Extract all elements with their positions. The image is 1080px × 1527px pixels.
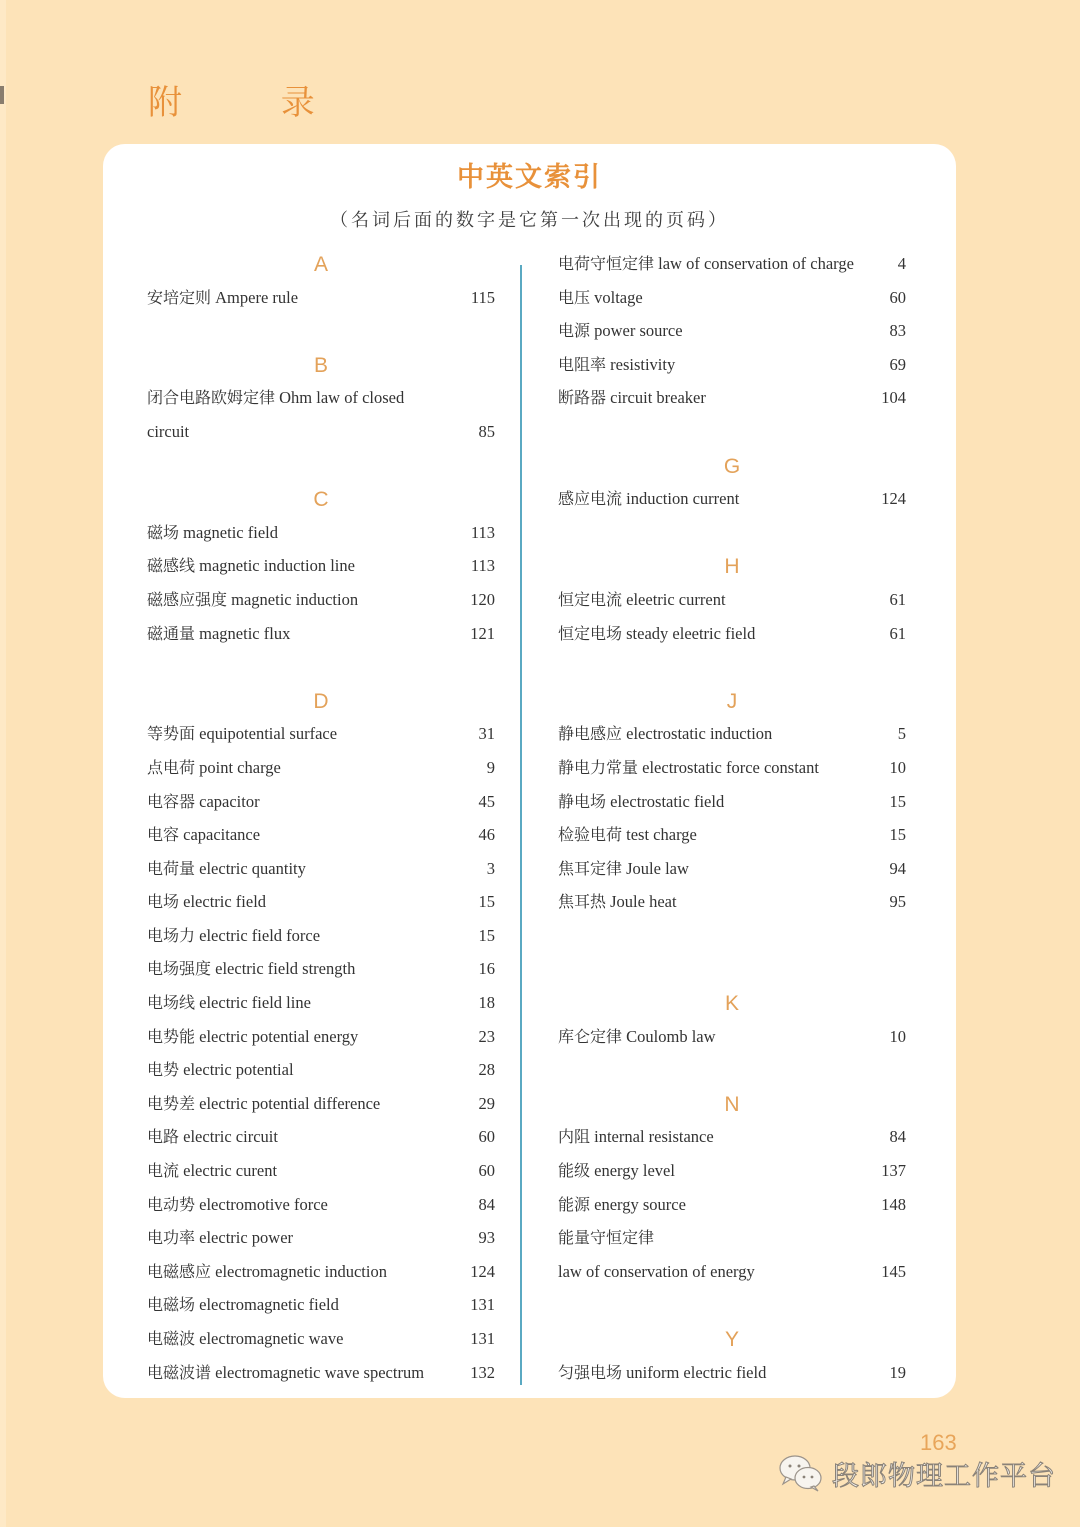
index-title: 中英文索引 <box>457 162 602 193</box>
index-entry <box>558 885 906 919</box>
page-ref: 137 <box>881 1161 906 1181</box>
term-english: electric field line <box>199 993 311 1013</box>
index-term <box>147 381 404 415</box>
index-entry <box>558 583 906 617</box>
term-chinese: 安培定则 <box>147 287 212 307</box>
term-english: Joule heat <box>610 892 677 912</box>
page-ref: 95 <box>889 892 906 912</box>
index-term <box>147 885 266 919</box>
term-chinese: 电势差 <box>147 1093 196 1113</box>
index-term <box>147 516 278 550</box>
page-ref: 104 <box>881 388 906 408</box>
watermark-text: 段郎物理工作平台 <box>832 1460 1056 1492</box>
index-term <box>558 381 706 415</box>
section-letter: Y <box>724 1328 739 1351</box>
index-entry <box>147 281 495 315</box>
index-entry <box>558 1255 906 1289</box>
page-ref: 45 <box>478 791 495 811</box>
term-english: electric field <box>183 892 267 912</box>
term-chinese: 磁场 <box>147 522 180 542</box>
page-ref: 121 <box>470 623 495 643</box>
page-ref: 84 <box>889 1127 906 1147</box>
section-gap <box>558 1288 906 1322</box>
page-ref: 94 <box>889 858 906 878</box>
section-letter: N <box>724 1092 740 1116</box>
column-divider <box>520 265 522 1385</box>
term-chinese: 电磁场 <box>147 1295 196 1315</box>
term-chinese: 库仑定律 <box>558 1026 623 1046</box>
term-english: Ohm law of closed <box>279 388 405 408</box>
page-ref: 15 <box>478 925 495 945</box>
section-letter: K <box>724 992 739 1016</box>
term-english: power source <box>594 321 683 341</box>
term-chinese: 电场强度 <box>147 959 212 979</box>
term-english: test charge <box>626 825 697 845</box>
page-ref: 84 <box>478 1194 495 1214</box>
index-entry <box>147 381 495 415</box>
term-english: electrostatic induction <box>626 724 773 744</box>
section-gap <box>558 415 906 449</box>
page-ref: 60 <box>889 287 906 307</box>
term-english: eleetric current <box>626 589 726 609</box>
index-term <box>147 919 320 953</box>
term-chinese: 闭合电路欧姆定律 <box>147 388 276 408</box>
section-gap <box>147 650 495 684</box>
index-entry <box>558 381 906 415</box>
index-term <box>558 717 772 751</box>
index-term <box>147 751 281 785</box>
index-entry <box>558 1120 906 1154</box>
term-chinese: 静电力常量 <box>558 757 639 777</box>
index-term <box>147 1356 424 1390</box>
index-entry <box>147 1322 495 1356</box>
index-entry <box>147 1221 495 1255</box>
index-term <box>147 952 355 986</box>
term-english: electrostatic field <box>610 791 725 811</box>
index-subtitle: （名词后面的数字是它第一次出现的页码） <box>330 210 729 231</box>
index-entry <box>558 1188 906 1222</box>
page-ref: 124 <box>881 489 906 509</box>
term-chinese: 电阻率 <box>558 354 607 374</box>
term-english: electromagnetic wave <box>199 1329 344 1348</box>
index-term <box>558 314 683 348</box>
page-ref: 115 <box>470 287 495 307</box>
index-entry <box>147 1356 495 1390</box>
section-gap <box>147 449 495 483</box>
term-chinese: 焦耳热 <box>558 892 607 912</box>
index-term <box>558 751 819 785</box>
section-letter: H <box>724 555 740 579</box>
term-chinese: 电场力 <box>147 925 196 945</box>
term-english: electric potential <box>183 1060 294 1080</box>
page-ref: 46 <box>478 825 495 845</box>
index-column-left <box>147 247 495 1389</box>
term-english: magnetic induction line <box>199 556 355 576</box>
page-ref: 113 <box>470 522 495 542</box>
term-chinese: 感应电流 <box>558 489 623 509</box>
term-english: point charge <box>199 757 281 777</box>
term-chinese: 检验电荷 <box>558 825 623 845</box>
term-chinese: 电流 <box>147 1161 180 1181</box>
term-chinese: 电磁波谱 <box>147 1362 212 1382</box>
page-ref: 145 <box>881 1261 906 1281</box>
appendix-title: 附 录 <box>148 83 359 123</box>
term-chinese: 静电场 <box>558 791 607 811</box>
index-entry <box>558 818 906 852</box>
index-term <box>147 818 260 852</box>
index-column-right <box>558 247 906 1389</box>
term-english: electric field strength <box>215 959 356 979</box>
index-entry <box>558 852 906 886</box>
index-term <box>558 348 675 382</box>
section-letter: C <box>313 488 329 512</box>
page-ref: 28 <box>478 1060 495 1080</box>
term-chinese: 电容 <box>147 825 180 845</box>
index-entry <box>558 247 906 281</box>
index-entry <box>147 885 495 919</box>
term-english: uniform electric field <box>626 1362 767 1382</box>
page-ref: 148 <box>881 1194 906 1214</box>
page-ref: 10 <box>889 757 906 777</box>
section-letter: G <box>723 454 741 478</box>
term-english: electric field force <box>199 925 321 945</box>
term-english: electromagnetic field <box>199 1295 339 1315</box>
term-chinese: 断路器 <box>558 388 607 408</box>
index-term <box>147 1221 293 1255</box>
term-english: electromotive force <box>199 1194 328 1214</box>
term-chinese: 恒定电场 <box>558 623 623 643</box>
page-ref: 15 <box>889 791 906 811</box>
section-gap <box>558 516 906 550</box>
index-term <box>558 885 677 919</box>
index-term <box>558 247 854 281</box>
section-gap <box>147 314 495 348</box>
term-english: electrostatic force constant <box>642 757 819 777</box>
index-term <box>147 281 298 315</box>
term-english: internal resistance <box>594 1127 714 1147</box>
page-ref: 85 <box>478 421 495 441</box>
index-entry <box>147 852 495 886</box>
page-ref: 113 <box>470 556 495 576</box>
page-ref: 19 <box>889 1362 906 1382</box>
page-ref: 5 <box>897 724 906 744</box>
term-english: voltage <box>594 287 643 307</box>
page-ref: 61 <box>889 589 906 609</box>
term-chinese: 电磁波 <box>147 1329 196 1348</box>
term-english: Ampere rule <box>215 287 299 307</box>
page-ref <box>878 1221 906 1255</box>
term-chinese: 电路 <box>147 1127 180 1147</box>
term-english: energy source <box>594 1194 686 1214</box>
term-english: electromagnetic wave spectrum <box>215 1362 425 1382</box>
term-english: electric quantity <box>199 858 306 878</box>
term-english: magnetic induction <box>231 589 359 609</box>
term-chinese: 电源 <box>558 321 591 341</box>
index-entry <box>147 1288 495 1322</box>
term-chinese: 电容器 <box>147 791 196 811</box>
index-entry <box>147 919 495 953</box>
term-english: Joule law <box>626 858 689 878</box>
index-term <box>147 1020 358 1054</box>
index-entry <box>558 482 906 516</box>
page-ref <box>467 381 495 415</box>
index-entry <box>558 1221 906 1255</box>
page-ref: 29 <box>478 1093 495 1113</box>
term-english: resistivity <box>610 354 676 374</box>
term-chinese: 内阻 <box>558 1127 591 1147</box>
term-chinese: 电场 <box>147 892 180 912</box>
page-ref: 60 <box>478 1127 495 1147</box>
index-term <box>147 785 260 819</box>
index-term <box>558 1188 686 1222</box>
index-entry <box>558 1356 906 1390</box>
page-ref: 131 <box>470 1329 495 1348</box>
index-entry <box>558 1020 906 1054</box>
index-term <box>147 1154 277 1188</box>
section-gap <box>558 952 906 986</box>
index-entry <box>147 1255 495 1289</box>
term-chinese: 能源 <box>558 1194 591 1214</box>
term-chinese: 静电感应 <box>558 724 623 744</box>
index-entry <box>147 818 495 852</box>
index-term <box>558 281 643 315</box>
term-chinese: 能量守恒定律 <box>558 1228 655 1248</box>
term-english: Coulomb law <box>626 1026 716 1046</box>
page-ref: 15 <box>889 825 906 845</box>
page-edge <box>0 0 6 1527</box>
page-ref: 3 <box>486 858 495 878</box>
section-letter: J <box>726 689 738 713</box>
page-ref: 4 <box>897 254 906 273</box>
index-term <box>147 986 311 1020</box>
page-ref: 120 <box>470 589 495 609</box>
index-entry <box>147 952 495 986</box>
index-entry <box>558 314 906 348</box>
index-entry <box>147 549 495 583</box>
term-english: electric potential energy <box>199 1026 359 1046</box>
term-english: steady eleetric field <box>626 623 756 643</box>
index-entry <box>147 1154 495 1188</box>
index-entry <box>147 1020 495 1054</box>
index-term <box>147 617 290 651</box>
term-chinese: 电场线 <box>147 993 196 1013</box>
term-english: magnetic field <box>183 522 278 542</box>
term-chinese: 电势 <box>147 1060 180 1080</box>
index-term <box>147 1120 278 1154</box>
term-chinese: 能级 <box>558 1161 591 1181</box>
term-english: electric potential difference <box>199 1093 381 1113</box>
page-ref: 31 <box>478 724 495 744</box>
term-chinese: 电压 <box>558 287 591 307</box>
section-letter: B <box>313 353 328 377</box>
page-ref: 69 <box>889 354 906 374</box>
page-ref: 60 <box>478 1161 495 1181</box>
index-term <box>147 1322 343 1356</box>
index-entry <box>147 1087 495 1121</box>
index-term <box>558 617 755 651</box>
index-entry <box>558 281 906 315</box>
index-entry <box>147 1053 495 1087</box>
index-entry <box>147 751 495 785</box>
index-term <box>558 818 697 852</box>
term-english: energy level <box>594 1161 675 1181</box>
index-term <box>147 583 358 617</box>
term-chinese: 电荷量 <box>147 858 196 878</box>
index-term <box>558 1020 716 1054</box>
index-entry <box>147 583 495 617</box>
index-entry <box>558 785 906 819</box>
index-entry <box>147 717 495 751</box>
term-english: law of conservation of energy <box>558 1261 755 1281</box>
index-entry <box>147 1120 495 1154</box>
index-entry <box>558 717 906 751</box>
index-term <box>558 1154 675 1188</box>
index-entry <box>558 751 906 785</box>
index-term <box>558 1120 714 1154</box>
term-chinese: 恒定电流 <box>558 589 623 609</box>
index-term <box>147 415 189 449</box>
section-letter: D <box>313 689 329 713</box>
index-entry <box>147 617 495 651</box>
term-english: capacitor <box>199 791 260 811</box>
term-english: electric circuit <box>183 1127 278 1147</box>
term-chinese: 电荷守恒定律 <box>558 254 655 273</box>
term-chinese: 等势面 <box>147 724 196 744</box>
term-english: electric power <box>199 1228 294 1248</box>
page-ref: 61 <box>889 623 906 643</box>
term-chinese: 磁通量 <box>147 623 196 643</box>
index-term <box>558 482 739 516</box>
section-gap <box>558 650 906 684</box>
term-chinese: 焦耳定律 <box>558 858 623 878</box>
index-term <box>558 1255 755 1289</box>
index-term <box>558 852 689 886</box>
index-entry <box>147 986 495 1020</box>
index-term <box>147 717 337 751</box>
term-english: electromagnetic induction <box>215 1261 387 1281</box>
page-ref: 124 <box>470 1261 495 1281</box>
index-entry <box>147 516 495 550</box>
term-english: electric curent <box>183 1161 278 1181</box>
index-term <box>558 1356 766 1390</box>
index-term <box>147 1288 339 1322</box>
index-entry <box>147 785 495 819</box>
term-chinese: 电势能 <box>147 1026 196 1046</box>
page-ref: 131 <box>470 1295 495 1315</box>
term-english: equipotential surface <box>199 724 338 744</box>
watermark <box>778 1453 1056 1493</box>
index-entry <box>147 1188 495 1222</box>
index-entry <box>558 617 906 651</box>
term-english: capacitance <box>183 825 261 845</box>
index-entry <box>558 348 906 382</box>
section-gap <box>558 919 906 953</box>
term-english: law of conservation of charge <box>658 254 854 273</box>
term-chinese: 点电荷 <box>147 757 196 777</box>
index-term <box>147 1087 380 1121</box>
term-english: circuit breaker <box>610 388 706 408</box>
page-ref: 23 <box>478 1026 495 1046</box>
page-ref: 93 <box>478 1228 495 1248</box>
index-term <box>147 1255 387 1289</box>
section-gap <box>558 1053 906 1087</box>
page-ref: 15 <box>478 892 495 912</box>
page-ref: 132 <box>470 1362 495 1382</box>
page-ref: 83 <box>889 321 906 341</box>
term-english: induction current <box>626 489 740 509</box>
index-entry <box>558 1154 906 1188</box>
page-number: 163 <box>920 1430 957 1455</box>
term-chinese: 匀强电场 <box>558 1362 623 1382</box>
page-ref: 16 <box>478 959 495 979</box>
index-term <box>558 785 724 819</box>
index-entry <box>147 415 495 449</box>
term-chinese: 电功率 <box>147 1228 196 1248</box>
section-letter: A <box>313 253 328 276</box>
index-term <box>147 1053 294 1087</box>
index-term <box>147 852 306 886</box>
index-card <box>103 144 956 1398</box>
term-english: circuit <box>147 421 190 441</box>
index-term <box>147 1188 328 1222</box>
index-term <box>147 549 355 583</box>
index-term <box>558 1221 654 1255</box>
term-chinese: 电动势 <box>147 1194 196 1214</box>
page-ref: 10 <box>889 1026 906 1046</box>
term-chinese: 电磁感应 <box>147 1261 212 1281</box>
index-term <box>558 583 726 617</box>
term-english: magnetic flux <box>199 623 291 643</box>
binding-mark <box>0 86 4 104</box>
page-ref: 18 <box>478 993 495 1013</box>
page-ref: 9 <box>486 757 495 777</box>
wechat-icon <box>778 1453 824 1493</box>
term-chinese: 磁感线 <box>147 556 196 576</box>
term-chinese: 磁感应强度 <box>147 589 228 609</box>
